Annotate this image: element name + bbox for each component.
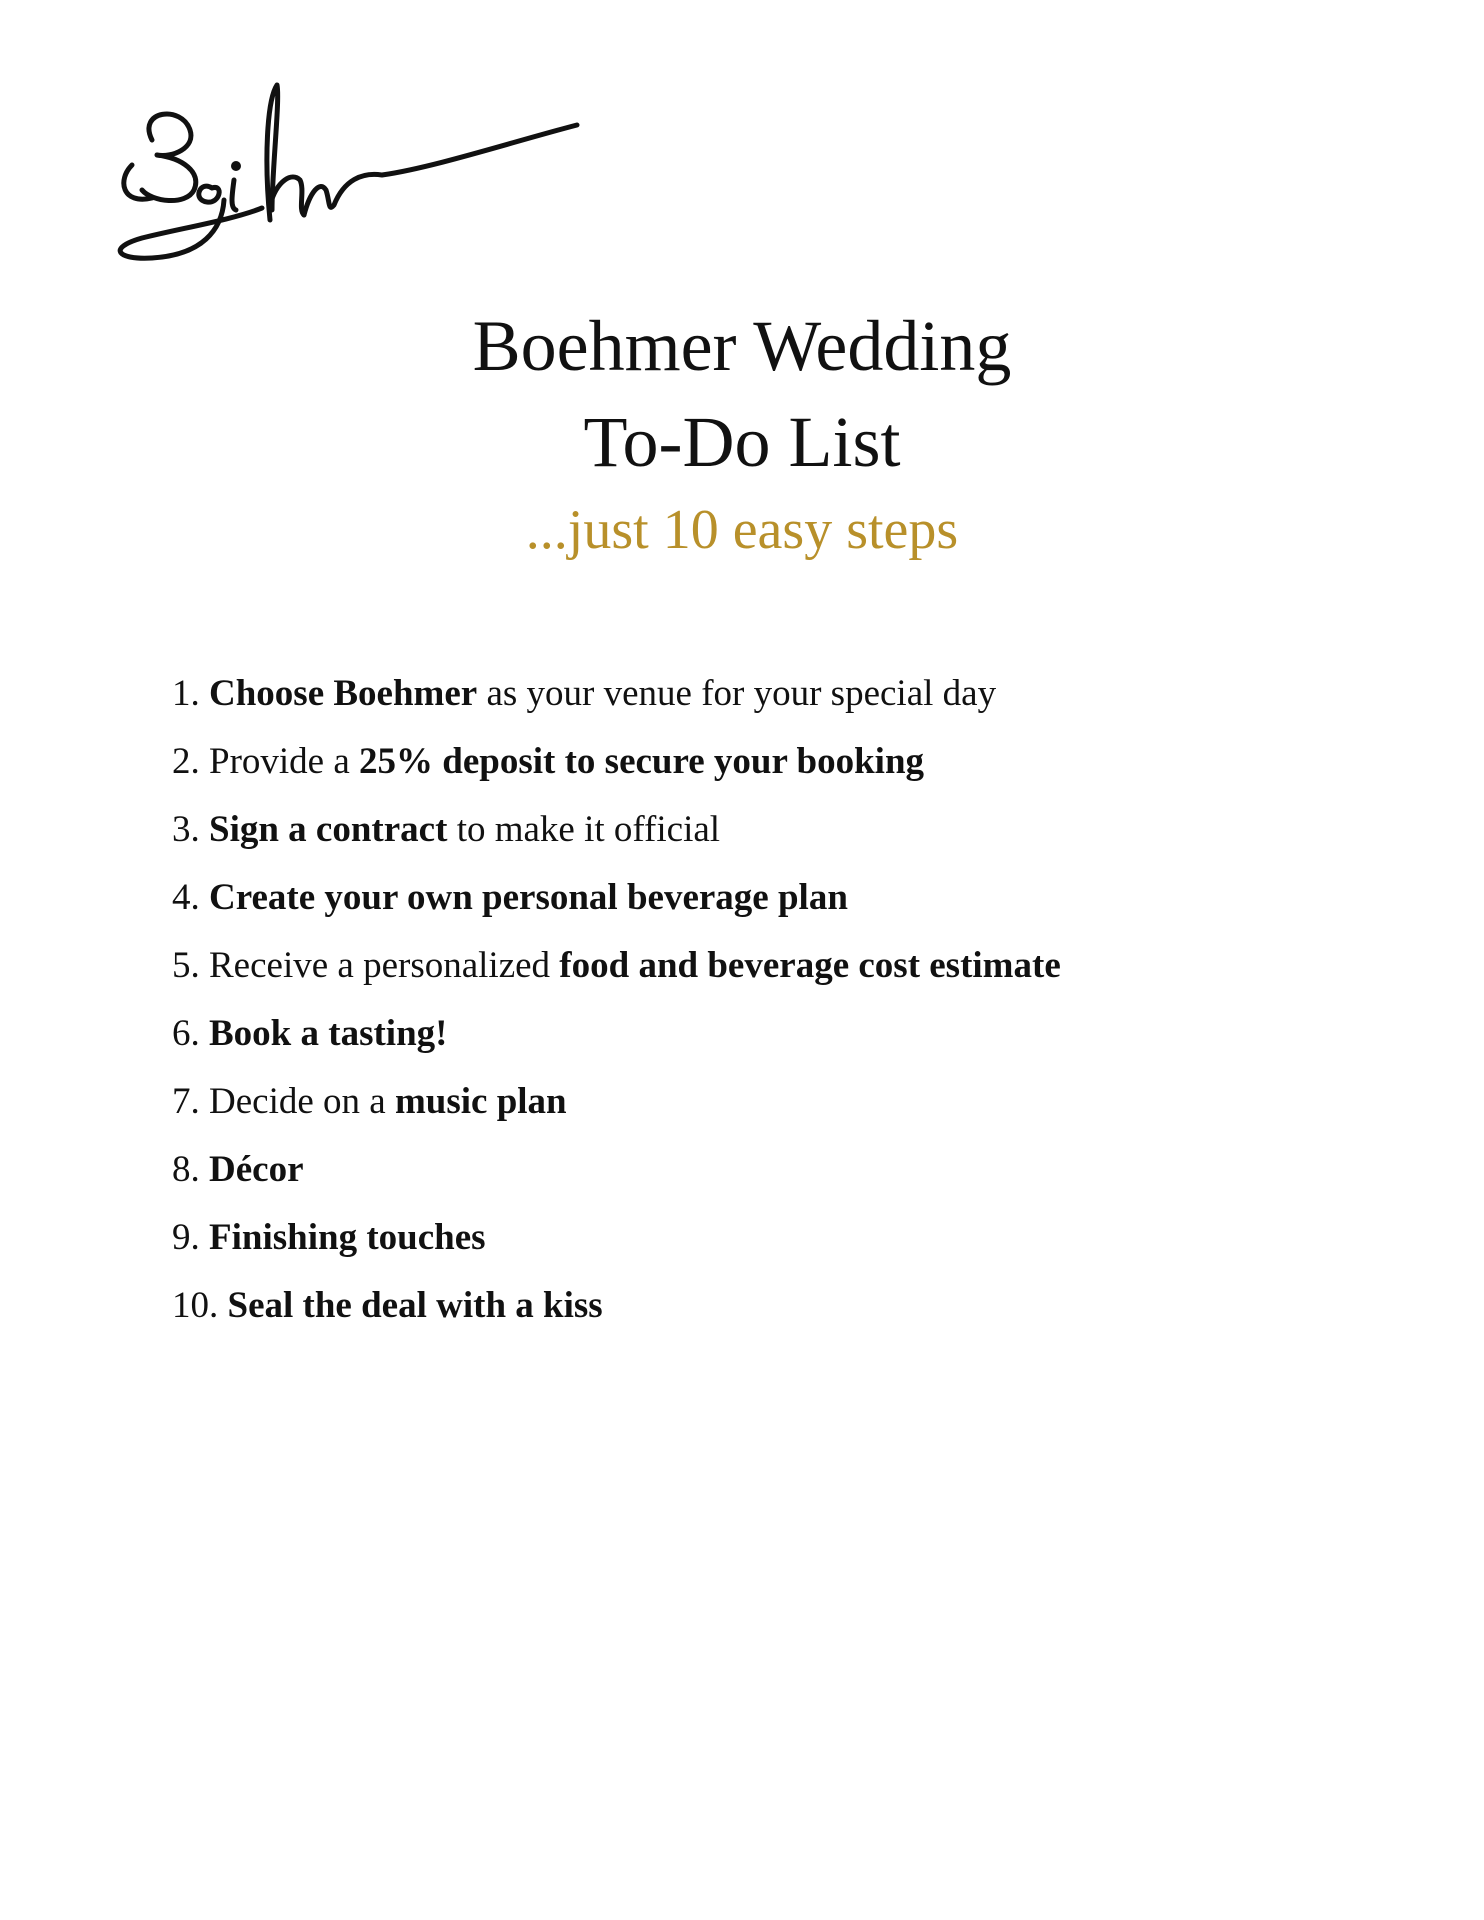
document-header [0,298,1484,568]
step-text: Sign a contract [209,809,448,850]
list-item [172,670,1372,738]
step-text: to make it official [447,809,721,850]
step-text: Provide a [209,741,360,782]
list-item [172,942,1372,1010]
step-text: Seal the deal with a kiss [227,1285,603,1326]
step-number: 8. [172,1149,200,1190]
step-number: 2. [172,741,200,782]
step-number: 5. [172,945,200,986]
step-number: 7. [172,1081,200,1122]
step-number: 4. [172,877,200,918]
step-text: Décor [209,1149,304,1190]
list-item [172,1282,1372,1350]
signature-image [112,80,582,270]
step-number: 10. [172,1285,219,1326]
list-item [172,1146,1372,1214]
step-text: Decide on a [209,1081,395,1122]
step-number: 1. [172,673,200,714]
step-number: 3. [172,809,200,850]
step-text: Create your own personal beverage plan [209,877,848,918]
list-item [172,806,1372,874]
list-item [172,738,1372,806]
list-item [172,874,1372,942]
list-item [172,1010,1372,1078]
step-number: 6. [172,1013,200,1054]
step-text: Receive a personalized [209,945,560,986]
step-number: 9. [172,1217,200,1258]
subtitle: ...just 10 easy steps [525,499,959,561]
title-line-1: Boehmer Wedding [472,306,1012,386]
step-text: as your venue for your special day [477,673,997,714]
step-text: food and beverage cost estimate [559,945,1061,986]
step-text: 25% deposit to secure your booking [359,741,925,782]
title-line-2: To-Do List [583,402,901,482]
step-text: music plan [394,1081,567,1122]
step-text: Finishing touches [209,1217,486,1258]
list-item [172,1214,1372,1282]
step-text: Book a tasting! [209,1013,448,1054]
step-text: Choose Boehmer [209,673,478,714]
list-item [172,1078,1372,1146]
steps-list [172,670,1372,1350]
